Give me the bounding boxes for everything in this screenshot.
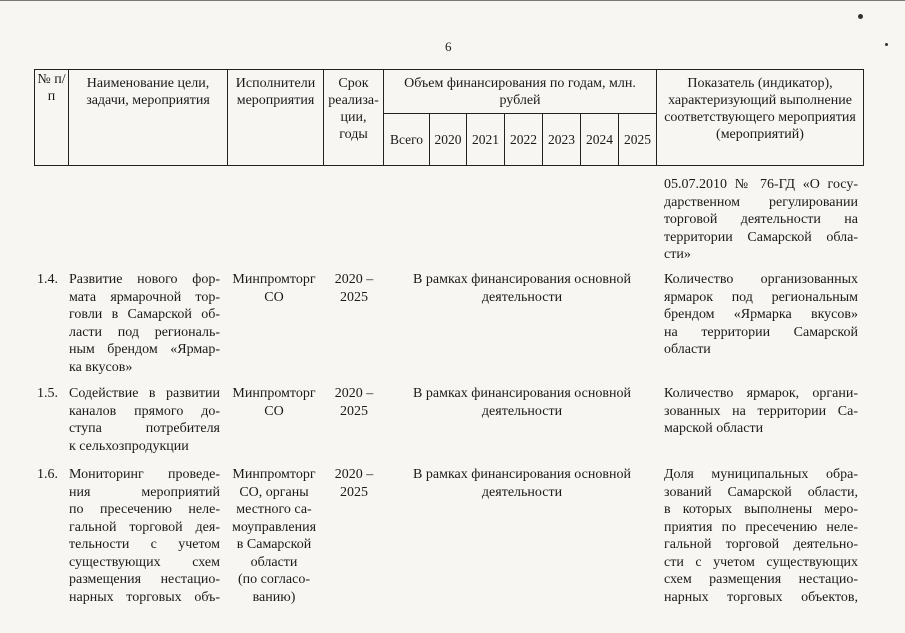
text-line: СО, органы	[239, 484, 309, 500]
text-line: существующих схем	[69, 554, 220, 570]
text-line: местного са-	[236, 502, 312, 517]
text-line: приятия по пресечению неле-	[664, 519, 858, 535]
row-number: 1.6.	[37, 467, 58, 482]
text-line: схем размещения нестацио-	[664, 572, 858, 587]
text-line: сти с учетом существующих	[664, 554, 858, 570]
text-line: тельности с учетом	[69, 537, 220, 552]
text-line: В рамках финансирования основной	[413, 467, 631, 482]
text-line: 2020 –	[334, 386, 374, 401]
text-line: торговой деятельности на	[664, 212, 858, 227]
text-line: Минпромторг	[232, 272, 316, 287]
text-line: деятельности	[481, 289, 563, 305]
text-line: размещения нестацио-	[69, 572, 220, 587]
row-funding	[386, 385, 658, 420]
text-line: ступа потребителя	[69, 421, 220, 436]
row-term	[324, 385, 384, 420]
text-line: ния мероприятий	[69, 484, 220, 500]
text-line: ка вкусов»	[69, 359, 133, 375]
text-line: брендом «Ярмарка вкусов»	[664, 307, 858, 322]
text-line: 2020 –	[334, 467, 374, 482]
text-line: зований Самарской области,	[664, 484, 858, 500]
row-executor	[226, 466, 322, 606]
text-line: области	[664, 342, 711, 357]
text-line: к сельхозпродукции	[69, 438, 189, 454]
text-line: Минпромторг	[232, 467, 316, 482]
header-year-2020: 2020	[430, 114, 467, 166]
header-year-2022: 2022	[505, 114, 543, 166]
text-line: 2025	[340, 403, 368, 419]
scan-speck	[885, 43, 888, 46]
text-line: В рамках финансирования основной	[413, 272, 631, 287]
text-line: СО	[264, 289, 284, 305]
header-year-2025: 2025	[619, 114, 657, 166]
text-line: говли в Самарской об-	[69, 307, 220, 322]
row-funding	[386, 466, 658, 501]
text-line: Содействие в развитии	[69, 386, 220, 401]
header-executors: Исполнители мероприятия	[228, 70, 324, 166]
scan-speck	[858, 14, 863, 19]
header-indicator: Показатель (индикатор), характеризующий выполнение соответствующего мероприятия (мероприятий)	[657, 70, 864, 166]
row-executor	[226, 385, 322, 420]
text-line: 2025	[340, 289, 368, 305]
header-year-2023: 2023	[543, 114, 581, 166]
text-line: ным брендом «Ярмар-	[69, 342, 220, 357]
row-term	[324, 271, 384, 306]
row-term	[324, 466, 384, 501]
text-line: зованных на территории Са-	[664, 403, 858, 419]
text-line: Доля муниципальных обра-	[664, 467, 858, 482]
text-line: В рамках финансирования основной	[413, 386, 631, 401]
text-line: Минпромторг	[232, 386, 316, 401]
header-term: Срок реализа-ции, годы	[324, 70, 384, 166]
text-line: СО	[264, 403, 284, 419]
row-number: 1.4.	[37, 272, 58, 287]
text-line: 2025	[340, 484, 368, 500]
text-line: ласти под региональ-	[69, 324, 220, 340]
row-executor	[226, 271, 322, 306]
text-line: Мониторинг проведе-	[69, 467, 220, 482]
text-line: нарных торговых объектов,	[664, 589, 858, 605]
text-line: нарных торговых объ-	[69, 589, 220, 605]
text-line: моуправления	[231, 519, 317, 535]
text-line: ярмарок под региональным	[664, 289, 858, 305]
row-indicator	[664, 385, 858, 438]
text-line: деятельности	[481, 484, 563, 500]
header-year-2021: 2021	[467, 114, 505, 166]
text-line: 05.07.2010 № 76-ГД «О госу-	[664, 177, 858, 192]
page-number: 6	[445, 39, 452, 54]
header-name: Наименование цели, задачи, мероприятия	[69, 70, 228, 166]
text-line: Количество ярмарок, органи-	[664, 386, 858, 401]
text-line: области	[250, 554, 298, 570]
text-line: в Самарской	[236, 537, 312, 552]
row-name	[69, 466, 220, 606]
header-year-2024: 2024	[581, 114, 619, 166]
row-name	[69, 385, 220, 455]
text-line: на территории Самарской	[664, 324, 858, 340]
text-line: деятельности	[481, 403, 563, 419]
row-indicator	[664, 271, 858, 359]
row-indicator	[664, 466, 858, 606]
table-header	[34, 69, 864, 166]
text-line: в которых выполнены меро-	[664, 502, 858, 517]
text-line: гальной торговой дея-	[69, 519, 220, 535]
text-line: мата ярмарочной тор-	[69, 289, 220, 305]
row-funding	[386, 271, 658, 306]
header-funding: Объем финансирования по годам, млн. рублей	[384, 70, 657, 114]
header-year-total: Всего	[384, 114, 430, 166]
text-line: Количество организованных	[664, 272, 858, 287]
text-line: ванию)	[252, 589, 296, 605]
header-num: № п/п	[35, 70, 69, 166]
row-number: 1.5.	[37, 386, 58, 401]
row-name	[69, 271, 220, 376]
text-line: гальной торговой деятельно-	[664, 537, 858, 552]
text-line: территории Самарской обла-	[664, 229, 858, 245]
top-edge-line	[0, 0, 905, 1]
text-line: Развитие нового фор-	[69, 272, 220, 287]
indicator-continuation	[664, 176, 858, 264]
text-line: (по согласо-	[238, 572, 310, 587]
text-line: 2020 –	[334, 272, 374, 287]
text-line: дарственном регулировании	[664, 194, 858, 210]
text-line: сти»	[664, 247, 691, 262]
text-line: каналов прямого до-	[69, 403, 220, 419]
text-line: по пресечению неле-	[69, 502, 220, 517]
text-line: марской области	[664, 421, 764, 436]
